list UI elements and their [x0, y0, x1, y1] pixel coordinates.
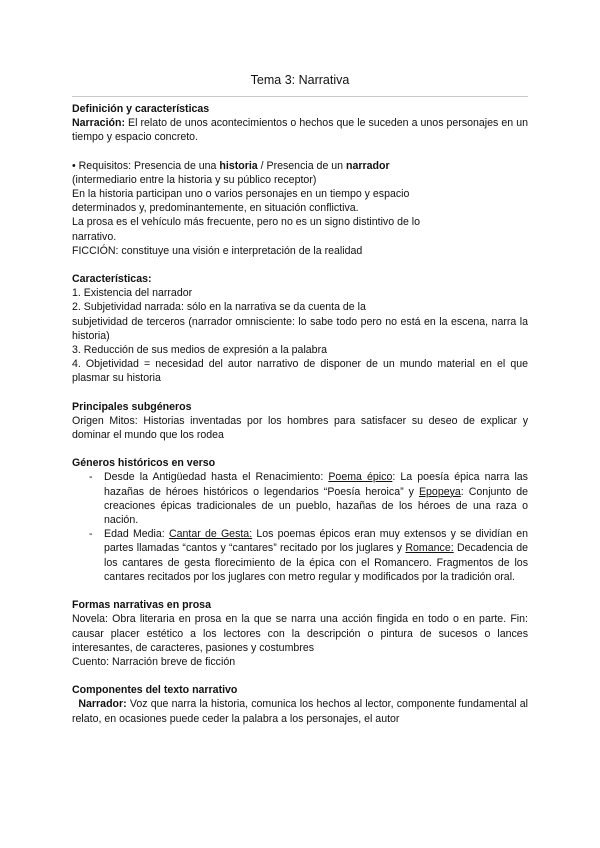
- def-line: determinados y, predominantemente, en situación conflictiva.: [72, 202, 359, 215]
- requisitos-narrador: narrador: [346, 159, 390, 172]
- caracteristica-item: 1. Existencia del narrador: [72, 287, 193, 300]
- section-heading-prosa: Formas narrativas en prosa: [72, 599, 211, 612]
- novela-paragraph: Novela: Obra literaria en prosa en la que se narra una acción fingida en todo o en parte. Fin: causar placer estético a los lectores con la descripción o pintura de sucesos o lances interesantes, de caracteres, pasiones y costumbres: [72, 613, 528, 654]
- narrador-paragraph: [72, 697, 528, 725]
- def-line: FICCIÓN: constituye una visión e interpretación de la realidad: [72, 244, 363, 257]
- caracteristica-item: subjetividad de terceros (narrador omnisciente: lo sabe todo pero no está en la escena, narra la historia): [72, 315, 528, 342]
- def-line: La prosa es el vehículo más frecuente, pero no es un signo distintivo de lo: [72, 216, 421, 229]
- requisitos-prefix: • Requisitos: Presencia de una: [72, 159, 220, 172]
- document-body: [72, 102, 528, 726]
- cuento-paragraph: Cuento: Narración breve de ficción: [72, 655, 236, 668]
- list-item: - Edad Media: Cantar de Gesta: Los poemas épicos eran muy extensos y se dividían en partes llamadas “cantos y “cantares” recitado por los juglares y Romance: Decadencia de los cantares de gesta florecimiento de la épica con el Romancero. Fragmentos de los cantares recitados por los juglares con metro regular y modificados por la tradición oral.: [89, 528, 528, 583]
- requisitos-historia: historia: [219, 159, 258, 172]
- requisitos-mid: / Presencia de un: [257, 159, 347, 172]
- narracion-label: Narración:: [72, 117, 125, 130]
- def-line: (intermediario entre la historia y su público receptor): [72, 173, 317, 186]
- caracteristica-item: 2. Subjetividad narrada: sólo en la narrativa se da cuenta de la: [72, 301, 366, 314]
- dash-bullet: -: [89, 471, 93, 484]
- dash-bullet: -: [89, 528, 93, 541]
- section-heading-caracteristicas: Características:: [72, 273, 152, 286]
- subgeneros-paragraph: Origen Mitos: Historias inventadas por los hombres para satisfacer su deseo de explicar y dominar el mundo que los rodea: [72, 414, 528, 442]
- caracteristica-item: 3. Reducción de sus medios de expresión a la palabra: [72, 344, 327, 357]
- narrador-label: Narrador:: [78, 698, 127, 711]
- poema-epico-term: Poema épico: [328, 471, 393, 484]
- generos-list: [72, 470, 528, 584]
- romance-term: Romance:: [405, 542, 454, 555]
- list-item: - Desde la Antigüedad hasta el Renacimiento: Poema épico: La poesía épica narra las hazañas de héroes históricos o legendarios “Poesía heroica” y Epopeya: Conjunto de creaciones épicas tradicionales de un pueblo, hazañas de los héroes de una raza o nación.: [89, 471, 528, 527]
- epopeya-term: Epopeya: [418, 485, 461, 498]
- title-divider: [72, 96, 528, 97]
- narracion-text: El relato de unos acontecimientos o hechos que le suceden a unos personajes en un tiempo y espacio concreto.: [72, 117, 528, 144]
- caracteristica-item: 4. Objetividad = necesidad del autor narrativo de disponer de un mundo material en el que plasmar su historia: [72, 358, 528, 385]
- narracion-paragraph: [72, 116, 528, 144]
- section-heading-definicion: Definición y características: [72, 103, 210, 115]
- section-heading-subgeneros: Principales subgéneros: [72, 400, 192, 413]
- section-heading-generos-verso: Géneros históricos en verso: [72, 457, 216, 470]
- page-title: Tema 3: Narrativa: [250, 73, 350, 87]
- section-heading-componentes: Componentes del texto narrativo: [72, 684, 238, 697]
- requisitos-line: [72, 159, 528, 173]
- def-line: En la historia participan uno o varios personajes en un tiempo y espacio: [72, 188, 410, 201]
- cantar-de-gesta-term: Cantar de Gesta:: [168, 528, 253, 541]
- narrador-text: Voz que narra la historia, comunica los hechos al lector, componente fundamental al relato, en ocasiones puede ceder la palabra a los personajes, el autor: [72, 698, 528, 725]
- def-line: narrativo.: [72, 230, 117, 243]
